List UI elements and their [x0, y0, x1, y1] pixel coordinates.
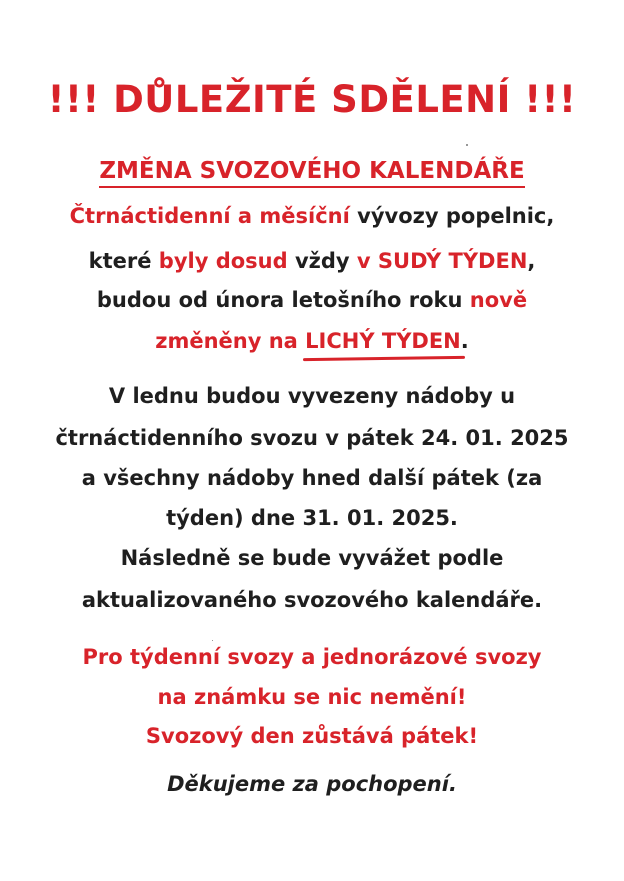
para1-line-4-dark: . — [460, 329, 469, 353]
notice-subtitle-text: ZMĚNA SVOZOVÉHO KALENDÁŘE — [99, 158, 524, 188]
para1-line-1-red: Čtrnáctidenní a měsíční — [69, 204, 350, 228]
para1-line-4-red-1: změněny na — [155, 329, 306, 353]
para3-line-3: Svozový den zůstává pátek! — [145, 724, 479, 748]
para1-line-2-dark-1: které — [88, 249, 159, 273]
para1-line-2-dark-3: , — [527, 249, 536, 273]
scan-speck — [466, 144, 468, 146]
para2-line-1: V lednu budou vyvezeny nádoby u — [108, 384, 516, 408]
para1-line-2-dark-2: vždy — [287, 249, 357, 273]
para1-line-3-red: nově — [469, 288, 528, 312]
para2-line-3: a všechny nádoby hned další pátek (za — [81, 466, 543, 490]
para3-line-1: Pro týdenní svozy a jednorázové svozy — [82, 645, 542, 669]
para2-line-4: týden) dne 31. 01. 2025. — [166, 506, 458, 530]
para1-line-2-red-2: v SUDÝ TÝDEN — [356, 249, 528, 273]
notice-title: !!! DŮLEŽITÉ SDĚLENÍ !!! — [47, 78, 577, 121]
lichy-tyden-highlight: LICHÝ TÝDEN — [305, 326, 461, 356]
para1-line-3 — [0, 285, 624, 315]
notice-subtitle — [0, 158, 624, 188]
para2-line-6: aktualizovaného svozového kalendáře. — [81, 588, 543, 612]
para1-line-1 — [0, 201, 624, 231]
para3-line-2: na známku se nic nemění! — [157, 685, 467, 709]
thanks-text: Děkujeme za pochopení. — [167, 772, 457, 796]
para1-line-3-dark: budou od února letošního roku — [96, 288, 470, 312]
para1-line-2-red-1: byly dosud — [158, 249, 288, 273]
para1-line-4 — [0, 326, 624, 356]
para2-line-2: čtrnáctidenního svozu v pátek 24. 01. 2025 — [55, 426, 569, 450]
para1-line-1-dark: vývozy popelnic, — [349, 204, 555, 228]
scan-speck — [212, 640, 213, 641]
para2-line-5: Následně se bude vyvážet podle — [120, 546, 504, 570]
para1-line-2 — [0, 246, 624, 276]
